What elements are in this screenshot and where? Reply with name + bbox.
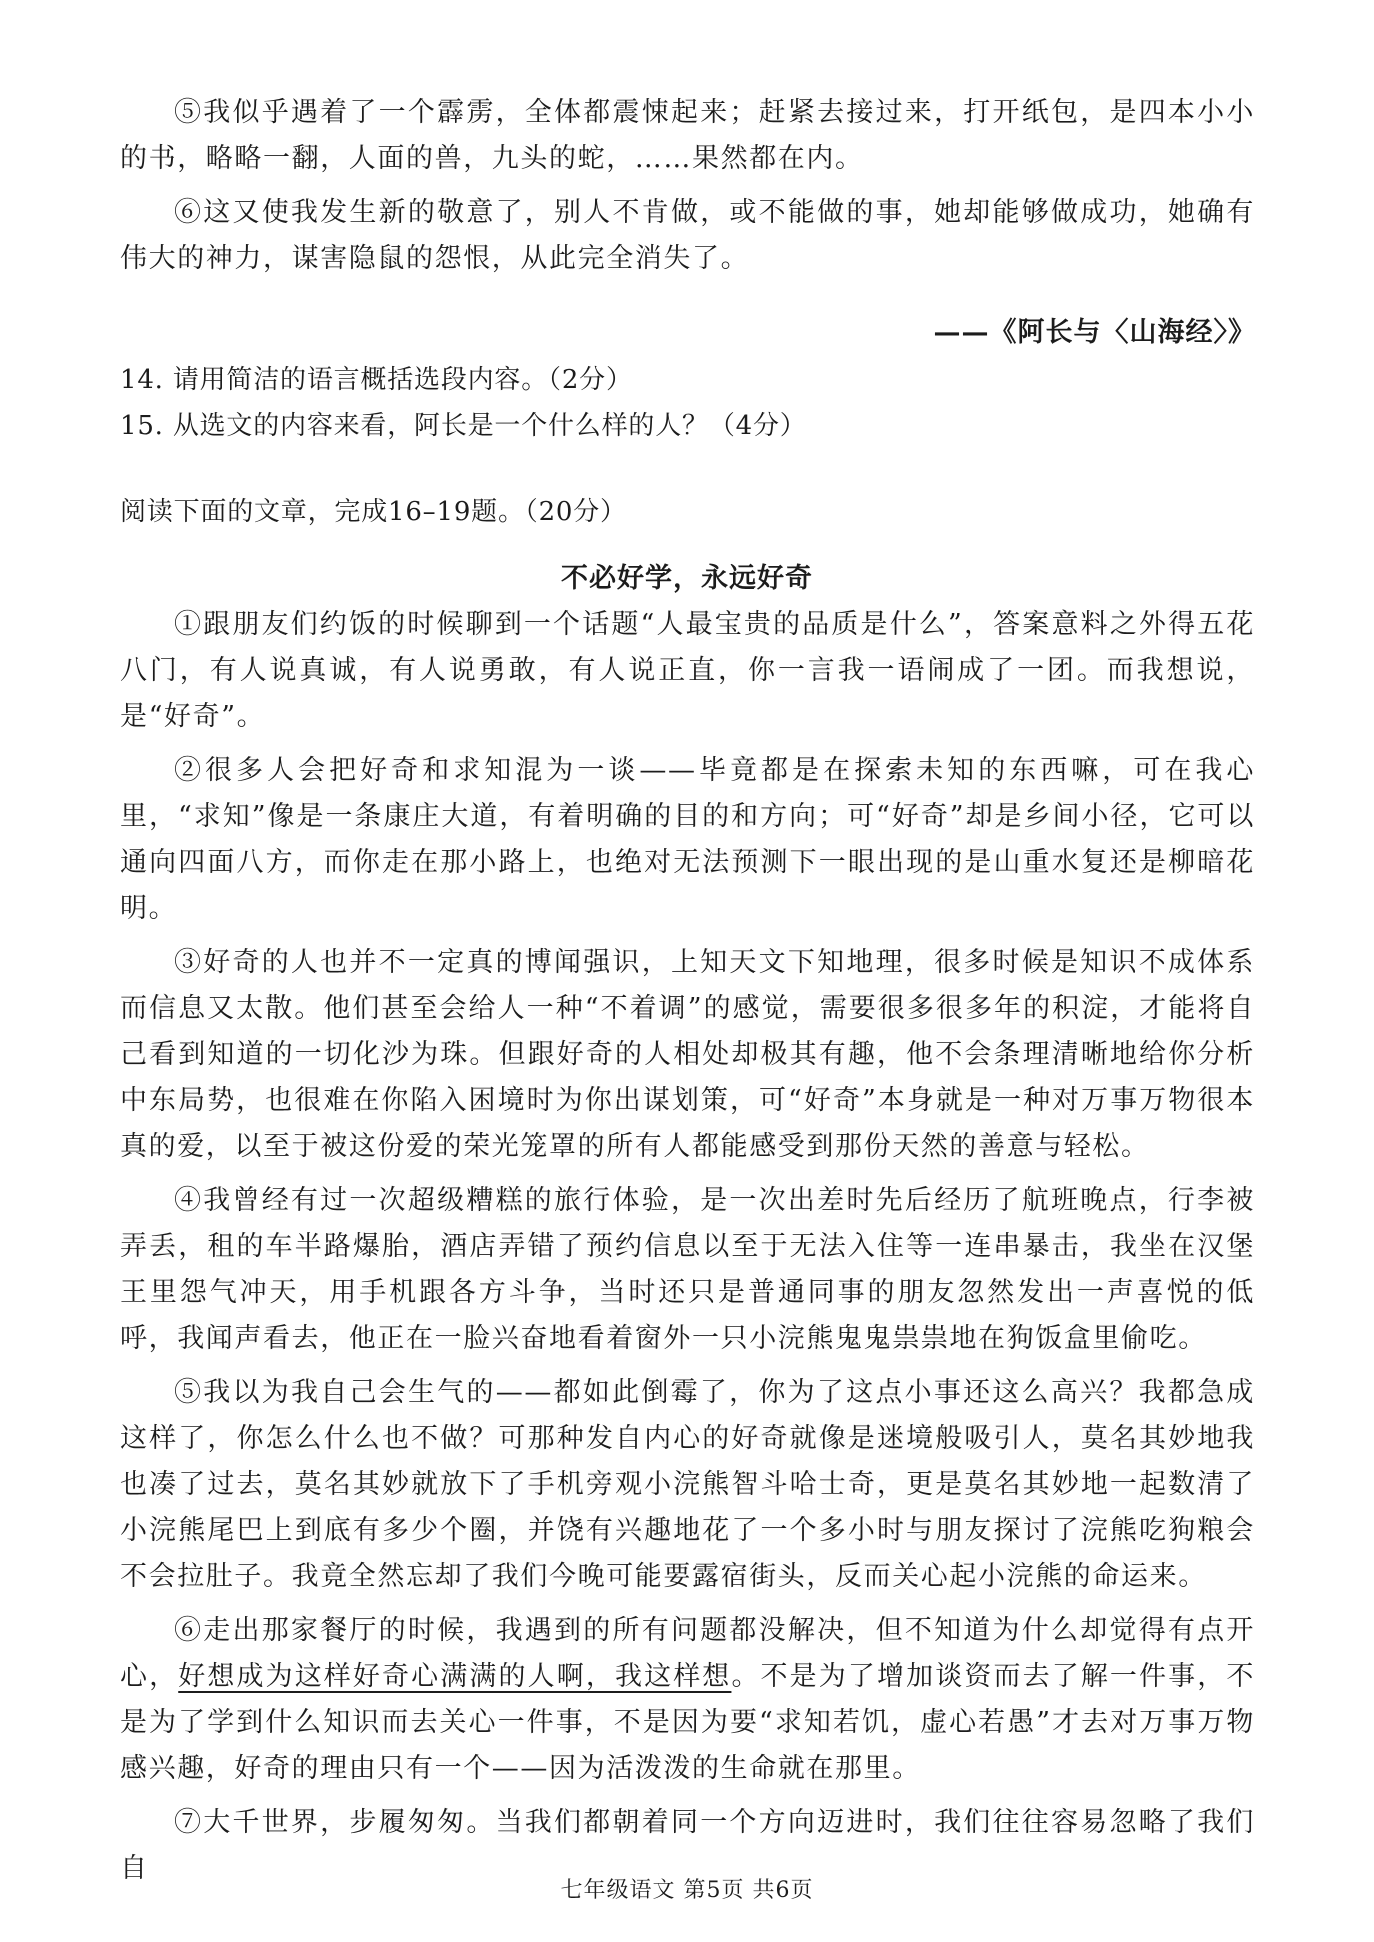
article-paragraph-3: ③好奇的人也并不一定真的博闻强识，上知天文下知地理，很多时候是知识不成体系而信息又太散。他们甚至会给人一种“不着调”的感觉，需要很多很多年的积淀，才能将自己看到知道的一切化沙为珠。但跟好奇的人相处却极其有趣，他不会条理清晰地给你分析中东局势，也很难在你陷入困境时为你出谋划策，可“好奇”本身就是一种对万事万物很本真的爱，以至于被这份爱的荣光笼罩的所有人都能感受到那份天然的善意与轻松。 <box>120 947 1255 1162</box>
passage-two-instruction-block <box>120 490 1255 534</box>
passage-one <box>120 90 1255 282</box>
article-paragraph-2: ②很多人会把好奇和求知混为一谈——毕竟都是在探索未知的东西嘛，可在我心里，“求知”像是一条康庄大道，有着明确的目的和方向；可“好奇”却是乡间小径，它可以通向四面八方，而你走在那小路上，也绝对无法预测下一眼出现的是山重水复还是柳暗花明。 <box>120 755 1255 924</box>
paragraph-6-end: 。不是为了增加谈资而去了解一件事，不是为了学到什么知识而去关心一件事，不是因为要“求知若饥，虚心若愚”才去对万事万物感兴趣，好奇的理由只有一个——因为活泼泼的生命就在那里。 <box>120 1661 1255 1784</box>
paragraph-6-start: ⑥走出那家餐厅的时候，我遇到的所有问题都没解决，但不知道为什么却觉得有点开心， <box>120 1615 1255 1692</box>
reading-instruction: 阅读下面的文章，完成16–19题。（20分） <box>120 497 627 527</box>
passage-two-body <box>120 602 1255 1892</box>
underlined-sentence: 好想成为这样好奇心满满的人啊，我这样想 <box>178 1661 732 1692</box>
article-paragraph-5: ⑤我以为我自己会生气的——都如此倒霉了，你为了这点小事还这么高兴？我都急成这样了，你怎么什么也不做？可那种发自内心的好奇就像是迷境般吸引人，莫名其妙地我也凑了过去，莫名其妙就放下了手机旁观小浣熊智斗哈士奇，更是莫名其妙地一起数清了小浣熊尾巴上到底有多少个圈，并饶有兴趣地花了一个多小时与朋友探讨了浣熊吃狗粮会不会拉肚子。我竟全然忘却了我们今晚可能要露宿街头，反而关心起小浣熊的命运来。 <box>120 1377 1255 1592</box>
article-paragraph-1: ①跟朋友们约饭的时候聊到一个话题“人最宝贵的品质是什么”，答案意料之外得五花八门，有人说真诚，有人说勇敢，有人说正直，你一言我一语闹成了一团。而我想说，是“好奇”。 <box>120 609 1255 732</box>
article-paragraph-7: ⑦大千世界，步履匆匆。当我们都朝着同一个方向迈进时，我们往往容易忽略了我们自 <box>120 1807 1255 1884</box>
article-paragraph-6 <box>120 1608 1255 1792</box>
article-paragraph-4: ④我曾经有过一次超级糟糕的旅行体验，是一次出差时先后经历了航班晚点，行李被弄丢，租的车半路爆胎，酒店弄错了预约信息以至于无法入住等一连串暴击，我坐在汉堡王里怨气冲天，用手机跟各方斗争，当时还只是普通同事的朋友忽然发出一声喜悦的低呼，我闻声看去，他正在一脸兴奋地看着窗外一只小浣熊鬼鬼祟祟地在狗饭盒里偷吃。 <box>120 1185 1255 1354</box>
passage-source: ——《阿长与〈山海经〉》 <box>933 317 1256 348</box>
page-footer: 七年级语文 第5页 共6页 <box>560 1878 814 1903</box>
passage-one-paragraph-6: ⑥这又使我发生新的敬意了，别人不肯做，或不能做的事，她却能够做成功，她确有伟大的神力，谋害隐鼠的怨恨，从此完全消失了。 <box>120 197 1255 274</box>
passage-one-paragraph-5: ⑤我似乎遇着了一个霹雳，全体都震悚起来；赶紧去接过来，打开纸包，是四本小小的书，略略一翻，人面的兽，九头的蛇，……果然都在内。 <box>120 97 1255 174</box>
question-15: 15. 从选文的内容来看，阿长是一个什么样的人？（4分） <box>120 411 807 441</box>
questions-14-15 <box>120 358 1255 448</box>
article-title: 不必好学，永远好奇 <box>561 563 813 594</box>
question-14: 14. 请用简洁的语言概括选段内容。（2分） <box>120 365 633 395</box>
